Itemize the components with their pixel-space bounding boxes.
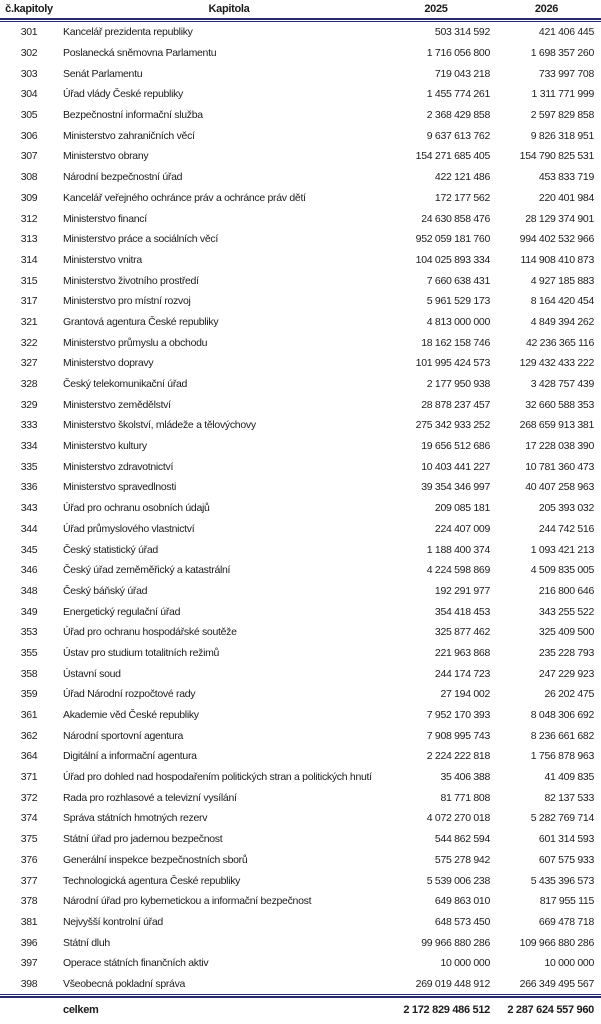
- chapter-name-cell: Český telekomunikační úřad: [63, 378, 188, 391]
- chapter-number-cell: 374: [20, 812, 38, 825]
- amount-2025-cell: 9 637 613 762: [426, 129, 490, 142]
- amount-2025-cell: 648 573 450: [434, 915, 490, 928]
- chapter-name-cell: Český úřad zeměměřický a katastrální: [63, 564, 231, 577]
- amount-2026-cell: 5 282 769 714: [530, 812, 594, 825]
- table-row: [0, 643, 601, 664]
- chapter-number-cell: 353: [20, 626, 38, 639]
- amount-2026-cell: 114 908 410 873: [520, 253, 594, 266]
- table-row: [0, 22, 601, 43]
- table-row: [0, 746, 601, 767]
- chapter-name-cell: Ministerstvo školství, mládeže a tělovýchovy: [63, 419, 256, 432]
- chapter-name-cell: Ministerstvo dopravy: [63, 357, 154, 370]
- table-row: [0, 84, 601, 105]
- amount-2026-cell: 4 509 835 005: [530, 564, 594, 577]
- chapter-name-cell: Národní sportovní agentura: [63, 729, 184, 742]
- chapter-name-cell: Rada pro rozhlasové a televizní vysílání: [63, 791, 237, 804]
- chapter-name-cell: Ministerstvo spravedlnosti: [63, 481, 176, 494]
- amount-2025-cell: 19 656 512 686: [421, 440, 490, 453]
- table-row: [0, 332, 601, 353]
- chapter-name-cell: Energetický regulační úřad: [63, 605, 181, 618]
- table-row: [0, 353, 601, 374]
- amount-2025-cell: 544 862 594: [434, 833, 490, 846]
- amount-2025-cell: 4 072 270 018: [426, 812, 490, 825]
- chapter-number-cell: 302: [20, 47, 38, 60]
- table-row: [0, 291, 601, 312]
- chapter-number-cell: 359: [20, 688, 38, 701]
- chapter-number-cell: 346: [20, 564, 38, 577]
- chapter-number-cell: 345: [20, 543, 38, 556]
- chapter-number-cell: 305: [20, 109, 38, 122]
- chapter-name-cell: Národní úřad pro kybernetickou a informační bezpečnost: [63, 895, 312, 908]
- chapter-name-cell: Generální inspekce bezpečnostních sborů: [63, 853, 248, 866]
- table-row: [0, 229, 601, 250]
- table-row: [0, 415, 601, 436]
- chapter-name-cell: Bezpečnostní informační služba: [63, 109, 203, 122]
- amount-2026-cell: 247 229 923: [538, 667, 594, 680]
- amount-2025-cell: 952 059 181 760: [415, 233, 490, 246]
- amount-2026-cell: 1 093 421 213: [530, 543, 594, 556]
- table-row: [0, 125, 601, 146]
- chapter-name-cell: Národní bezpečnostní úřad: [63, 171, 183, 184]
- chapter-number-cell: 304: [20, 88, 38, 101]
- chapter-name-cell: Správa státních hmotných rezerv: [63, 812, 208, 825]
- chapter-name-cell: Ministerstvo práce a sociálních věcí: [63, 233, 218, 246]
- table-row: [0, 436, 601, 457]
- amount-2026-cell: 244 742 516: [538, 522, 594, 535]
- amount-2026-cell: 343 255 522: [538, 605, 594, 618]
- chapter-name-cell: Ministerstvo pro místní rozvoj: [63, 295, 191, 308]
- table-row: [0, 63, 601, 84]
- amount-2026-cell: 1 698 357 260: [530, 47, 594, 60]
- amount-2026-cell: 26 202 475: [544, 688, 594, 701]
- chapter-number-cell: 375: [20, 833, 38, 846]
- chapter-name-cell: Poslanecká sněmovna Parlamentu: [63, 47, 217, 60]
- amount-2026-cell: 669 478 718: [538, 915, 594, 928]
- amount-2025-cell: 354 418 453: [434, 605, 490, 618]
- chapter-number-cell: 306: [20, 129, 38, 142]
- chapter-number-cell: 322: [20, 336, 38, 349]
- amount-2026-cell: 607 575 933: [538, 853, 594, 866]
- chapter-number-cell: 333: [20, 419, 38, 432]
- total-row: [0, 998, 601, 1022]
- amount-2026-cell: 220 401 984: [538, 191, 594, 204]
- chapter-name-cell: Úřad pro ochranu hospodářské soutěže: [63, 626, 237, 639]
- chapter-number-cell: 336: [20, 481, 38, 494]
- chapter-name-cell: Kancelář prezidenta republiky: [63, 26, 193, 39]
- amount-2026-cell: 40 407 258 963: [525, 481, 594, 494]
- chapter-number-cell: 361: [20, 709, 38, 722]
- chapter-name-cell: Ministerstvo životního prostředí: [63, 274, 199, 287]
- chapter-name-cell: Úřad vlády České republiky: [63, 88, 184, 101]
- column-header-2026: 2026: [534, 3, 559, 15]
- chapter-name-cell: Ústavní soud: [63, 667, 121, 680]
- chapter-number-cell: 355: [20, 646, 38, 659]
- chapter-number-cell: 372: [20, 791, 38, 804]
- chapter-number-cell: 398: [20, 977, 38, 990]
- amount-2026-cell: 5 435 396 573: [530, 874, 594, 887]
- table-row: [0, 374, 601, 395]
- amount-2026-cell: 10 781 360 473: [525, 460, 594, 473]
- amount-2026-cell: 325 409 500: [538, 626, 594, 639]
- table-row: [0, 188, 601, 209]
- table-row: [0, 787, 601, 808]
- table-body: [0, 22, 601, 994]
- total-amount-2026: 2 287 624 557 960: [507, 1004, 594, 1017]
- amount-2025-cell: 2 368 429 858: [426, 109, 490, 122]
- amount-2026-cell: 1 756 878 963: [530, 750, 594, 763]
- amount-2025-cell: 325 877 462: [434, 626, 490, 639]
- table-row: [0, 208, 601, 229]
- table-row: [0, 912, 601, 933]
- chapter-number-cell: 321: [20, 315, 38, 328]
- chapter-name-cell: Ústav pro studium totalitních režimů: [63, 646, 220, 659]
- table-row: [0, 767, 601, 788]
- table-row: [0, 601, 601, 622]
- table-row: [0, 870, 601, 891]
- chapter-number-cell: 335: [20, 460, 38, 473]
- table-row: [0, 581, 601, 602]
- amount-2026-cell: 41 409 835: [544, 771, 594, 784]
- chapter-number-cell: 328: [20, 378, 38, 391]
- table-row: [0, 622, 601, 643]
- chapter-number-cell: 397: [20, 957, 38, 970]
- chapter-number-cell: 329: [20, 398, 38, 411]
- chapter-number-cell: 313: [20, 233, 38, 246]
- chapter-number-cell: 362: [20, 729, 38, 742]
- amount-2026-cell: 601 314 593: [538, 833, 594, 846]
- amount-2025-cell: 10 000 000: [440, 957, 490, 970]
- table-row: [0, 498, 601, 519]
- chapter-number-cell: 364: [20, 750, 38, 763]
- amount-2025-cell: 192 291 977: [434, 584, 490, 597]
- chapter-name-cell: Grantová agentura České republiky: [63, 315, 219, 328]
- chapter-name-cell: Český báňský úřad: [63, 584, 148, 597]
- chapter-number-cell: 327: [20, 357, 38, 370]
- chapter-name-cell: Operace státních finančních aktiv: [63, 957, 209, 970]
- chapter-number-cell: 301: [20, 26, 38, 39]
- amount-2026-cell: 8 164 420 454: [530, 295, 594, 308]
- amount-2025-cell: 7 908 995 743: [426, 729, 490, 742]
- total-label: celkem: [63, 1004, 99, 1017]
- chapter-name-cell: Ministerstvo vnitra: [63, 253, 142, 266]
- amount-2026-cell: 216 800 646: [538, 584, 594, 597]
- amount-2025-cell: 224 407 009: [434, 522, 490, 535]
- amount-2026-cell: 154 790 825 531: [519, 150, 594, 163]
- amount-2025-cell: 27 194 002: [440, 688, 490, 701]
- table-row: [0, 456, 601, 477]
- amount-2025-cell: 28 878 237 457: [421, 398, 490, 411]
- amount-2026-cell: 109 966 880 286: [519, 936, 594, 949]
- chapter-name-cell: Český statistický úřad: [63, 543, 158, 556]
- chapter-name-cell: Úřad průmyslového vlastnictví: [63, 522, 195, 535]
- chapter-number-cell: 343: [20, 502, 38, 515]
- amount-2025-cell: 154 271 685 405: [415, 150, 490, 163]
- chapter-number-cell: 358: [20, 667, 38, 680]
- amount-2026-cell: 3 428 757 439: [530, 378, 594, 391]
- chapter-number-cell: 344: [20, 522, 38, 535]
- chapter-name-cell: Kancelář veřejného ochránce práv a ochránce práv dětí: [63, 191, 306, 204]
- amount-2025-cell: 1 188 400 374: [426, 543, 490, 556]
- chapter-name-cell: Ministerstvo financí: [63, 212, 147, 225]
- amount-2026-cell: 82 137 533: [544, 791, 594, 804]
- chapter-number-cell: 309: [20, 191, 38, 204]
- table-row: [0, 270, 601, 291]
- chapter-number-cell: 314: [20, 253, 38, 266]
- table-header-row: [0, 0, 601, 18]
- chapter-name-cell: Nejvyšší kontrolní úřad: [63, 915, 163, 928]
- chapter-number-cell: 303: [20, 67, 38, 80]
- chapter-name-cell: Všeobecná pokladní správa: [63, 977, 186, 990]
- amount-2026-cell: 9 826 318 951: [530, 129, 594, 142]
- chapter-name-cell: Ministerstvo kultury: [63, 440, 147, 453]
- amount-2025-cell: 221 963 868: [434, 646, 490, 659]
- chapter-number-cell: 307: [20, 150, 38, 163]
- chapter-number-cell: 377: [20, 874, 38, 887]
- amount-2025-cell: 5 539 006 238: [426, 874, 490, 887]
- amount-2026-cell: 4 927 185 883: [530, 274, 594, 287]
- table-row: [0, 539, 601, 560]
- table-row: [0, 477, 601, 498]
- chapter-number-cell: 381: [20, 915, 38, 928]
- chapter-name-cell: Ministerstvo obrany: [63, 150, 149, 163]
- amount-2025-cell: 7 660 638 431: [426, 274, 490, 287]
- amount-2025-cell: 503 314 592: [434, 26, 490, 39]
- amount-2026-cell: 8 048 306 692: [530, 709, 594, 722]
- chapter-number-cell: 308: [20, 171, 38, 184]
- table-row: [0, 705, 601, 726]
- amount-2026-cell: 4 849 394 262: [530, 315, 594, 328]
- amount-2026-cell: 129 432 433 222: [519, 357, 594, 370]
- chapter-name-cell: Státní úřad pro jadernou bezpečnost: [63, 833, 223, 846]
- amount-2025-cell: 7 952 170 393: [426, 709, 490, 722]
- amount-2025-cell: 1 455 774 261: [426, 88, 490, 101]
- amount-2026-cell: 28 129 374 901: [525, 212, 594, 225]
- chapter-number-cell: 317: [20, 295, 38, 308]
- table-row: [0, 312, 601, 333]
- chapter-name-cell: Akademie věd České republiky: [63, 709, 199, 722]
- amount-2025-cell: 101 995 424 573: [415, 357, 490, 370]
- amount-2025-cell: 422 121 486: [434, 171, 490, 184]
- amount-2025-cell: 4 813 000 000: [426, 315, 490, 328]
- amount-2025-cell: 719 043 218: [434, 67, 490, 80]
- chapter-name-cell: Ministerstvo zdravotnictví: [63, 460, 174, 473]
- amount-2025-cell: 2 177 950 938: [426, 378, 490, 391]
- chapter-name-cell: Úřad pro dohled nad hospodařením politických stran a politických hnutí: [63, 771, 372, 784]
- amount-2025-cell: 209 085 181: [434, 502, 490, 515]
- amount-2026-cell: 453 833 719: [538, 171, 594, 184]
- amount-2026-cell: 17 228 038 390: [525, 440, 594, 453]
- chapter-name-cell: Úřad pro ochranu osobních údajů: [63, 502, 210, 515]
- table-row: [0, 519, 601, 540]
- amount-2025-cell: 575 278 942: [434, 853, 490, 866]
- amount-2025-cell: 10 403 441 227: [421, 460, 490, 473]
- amount-2025-cell: 104 025 893 334: [415, 253, 490, 266]
- chapter-name-cell: Digitální a informační agentura: [63, 750, 197, 763]
- amount-2025-cell: 4 224 598 869: [426, 564, 490, 577]
- table-row: [0, 146, 601, 167]
- amount-2025-cell: 1 716 056 800: [426, 47, 490, 60]
- column-header-chapter-number: č.kapitoly: [5, 3, 53, 15]
- amount-2025-cell: 172 177 562: [434, 191, 490, 204]
- chapter-number-cell: 315: [20, 274, 38, 287]
- amount-2026-cell: 235 228 793: [538, 646, 594, 659]
- chapter-number-cell: 376: [20, 853, 38, 866]
- table-row: [0, 953, 601, 974]
- amount-2026-cell: 266 349 495 567: [519, 977, 594, 990]
- chapter-number-cell: 378: [20, 895, 38, 908]
- amount-2026-cell: 421 406 445: [538, 26, 594, 39]
- amount-2025-cell: 244 174 723: [434, 667, 490, 680]
- amount-2026-cell: 994 402 532 966: [519, 233, 594, 246]
- chapter-name-cell: Státní dluh: [63, 936, 110, 949]
- table-row: [0, 850, 601, 871]
- table-row: [0, 725, 601, 746]
- amount-2026-cell: 733 997 708: [538, 67, 594, 80]
- amount-2025-cell: 81 771 808: [440, 791, 490, 804]
- amount-2025-cell: 39 354 346 997: [421, 481, 490, 494]
- amount-2025-cell: 24 630 858 476: [421, 212, 490, 225]
- chapter-number-cell: 312: [20, 212, 38, 225]
- amount-2025-cell: 99 966 880 286: [421, 936, 490, 949]
- amount-2025-cell: 5 961 529 173: [426, 295, 490, 308]
- amount-2026-cell: 10 000 000: [544, 957, 594, 970]
- chapter-name-cell: Ministerstvo průmyslu a obchodu: [63, 336, 208, 349]
- chapter-name-cell: Ministerstvo zemědělství: [63, 398, 171, 411]
- table-row: [0, 684, 601, 705]
- table-row: [0, 250, 601, 271]
- amount-2026-cell: 1 311 771 999: [531, 88, 594, 101]
- amount-2026-cell: 42 236 365 116: [525, 336, 594, 349]
- table-row: [0, 829, 601, 850]
- chapter-name-cell: Technologická agentura České republiky: [63, 874, 241, 887]
- table-row: [0, 663, 601, 684]
- chapter-number-cell: 371: [20, 771, 38, 784]
- amount-2026-cell: 817 955 115: [539, 895, 594, 908]
- table-row: [0, 891, 601, 912]
- amount-2025-cell: 18 162 158 746: [421, 336, 490, 349]
- chapter-number-cell: 349: [20, 605, 38, 618]
- amount-2025-cell: 35 406 388: [440, 771, 490, 784]
- table-row: [0, 394, 601, 415]
- table-row: [0, 560, 601, 581]
- amount-2025-cell: 2 224 222 818: [426, 750, 490, 763]
- chapter-name-cell: Senát Parlamentu: [63, 67, 143, 80]
- amount-2025-cell: 275 342 933 252: [415, 419, 490, 432]
- table-row: [0, 932, 601, 953]
- table-row: [0, 105, 601, 126]
- amount-2026-cell: 2 597 829 858: [530, 109, 594, 122]
- amount-2026-cell: 205 393 032: [538, 502, 594, 515]
- amount-2025-cell: 649 863 010: [434, 895, 490, 908]
- column-header-2025: 2025: [424, 3, 448, 15]
- amount-2026-cell: 8 236 661 682: [530, 729, 594, 742]
- table-row: [0, 167, 601, 188]
- amount-2026-cell: 32 660 588 353: [525, 398, 594, 411]
- chapter-number-cell: 334: [20, 440, 38, 453]
- amount-2025-cell: 269 019 448 912: [415, 977, 490, 990]
- total-amount-2025: 2 172 829 486 512: [403, 1004, 490, 1017]
- chapter-number-cell: 348: [20, 584, 38, 597]
- table-row: [0, 974, 601, 995]
- chapter-number-cell: 396: [20, 936, 38, 949]
- chapter-name-cell: Ministerstvo zahraničních věcí: [63, 129, 195, 142]
- table-row: [0, 808, 601, 829]
- chapter-name-cell: Úřad Národní rozpočtové rady: [63, 688, 196, 701]
- column-header-chapter-name: Kapitola: [208, 3, 250, 15]
- amount-2026-cell: 268 659 913 381: [519, 419, 594, 432]
- table-row: [0, 43, 601, 64]
